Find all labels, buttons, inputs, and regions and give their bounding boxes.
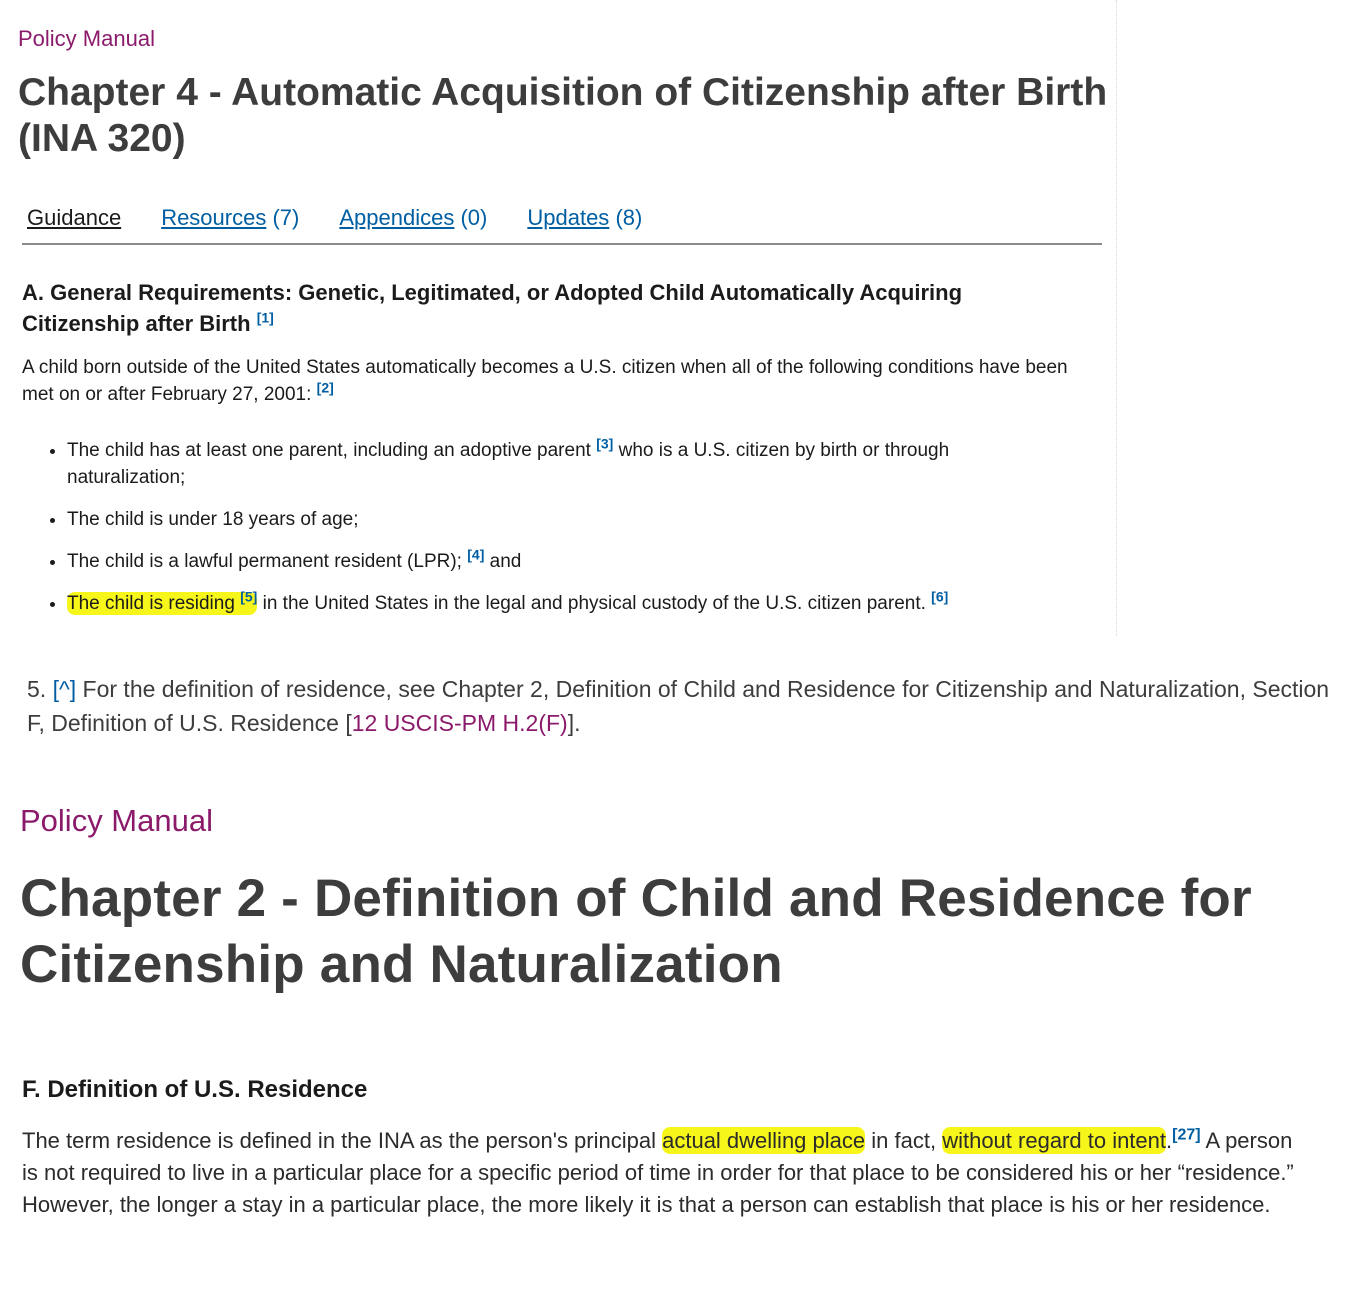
chapter-2-title: Chapter 2 - Definition of Child and Residence for Citizenship and Naturalization <box>20 869 1252 994</box>
section-f-heading: F. Definition of U.S. Residence <box>22 1076 368 1103</box>
footnote-link-1[interactable]: [1] <box>256 309 274 326</box>
requirements-list <box>22 437 1067 632</box>
footnote-link-2[interactable]: [2] <box>316 379 334 396</box>
tab-resources-count: (7) <box>272 205 300 230</box>
tab-appendices-count: (0) <box>460 205 488 230</box>
footnote-link-3[interactable]: [3] <box>596 435 614 452</box>
residence-definition <box>22 1125 1312 1221</box>
bullet-3-text-a: The child is a lawful permanent resident (LPR); <box>67 551 462 572</box>
residence-text-1: The term residence is defined in the INA as the person's principal <box>22 1128 656 1153</box>
section-a-intro-text: A child born outside of the United States automatically becomes a U.S. citizen when all of the following conditions have been met on or after February 27, 2001: <box>22 357 1068 405</box>
section-a-intro <box>22 354 1092 408</box>
footnote-text: For the definition of residence, see Chapter 2, Definition of Child and Residence for Citizenship and Naturalization, Section F, Definition of U.S. Residence [ <box>27 676 1330 736</box>
policy-manual-label-2[interactable]: Policy Manual <box>20 803 213 838</box>
citation-link[interactable]: 12 USCIS-PM H.2(F) <box>351 710 568 736</box>
footnote-number: 5. <box>27 676 47 702</box>
list-item <box>67 548 1067 575</box>
tab-updates-count: (8) <box>615 205 643 230</box>
footnote-back-link[interactable]: [^] <box>52 676 77 702</box>
list-item <box>67 590 1067 617</box>
chapter-tabs <box>22 205 1102 245</box>
tab-resources[interactable] <box>156 205 299 243</box>
tab-resources-label: Resources <box>161 205 267 230</box>
residence-text-2: in fact, <box>871 1128 937 1153</box>
footnote-link-27[interactable]: [27] <box>1172 1126 1201 1144</box>
residence-text-3: A person is not required to live in a particular place for a specific period of time in order for that place to be considered his or her “residence.” However, the longer a stay in a particular place, the more likely it is that a person can establish that place is his or her residence. <box>22 1128 1294 1217</box>
bullet-4-text: in the United States in the legal and physical custody of the U.S. citizen parent. <box>262 593 926 614</box>
tab-updates-label: Updates <box>527 205 610 230</box>
bullet-2-text: The child is under 18 years of age; <box>67 509 359 530</box>
footnote-end: ]. <box>567 710 581 736</box>
footnote-link-4[interactable]: [4] <box>467 546 485 563</box>
tab-guidance[interactable] <box>22 205 121 243</box>
list-item <box>67 437 1067 491</box>
footnote-5 <box>27 672 1337 740</box>
residence-period: . <box>1166 1128 1173 1153</box>
footnote-link-5[interactable]: [5] <box>240 588 258 605</box>
tab-guidance-label: Guidance <box>27 205 122 230</box>
section-a-heading-text: A. General Requirements: Genetic, Legitimated, or Adopted Child Automatically Acquiring Citizenship after Birth <box>22 280 963 336</box>
policy-manual-label[interactable]: Policy Manual <box>18 26 155 51</box>
tab-updates[interactable] <box>522 205 642 243</box>
chapter-4-title: Chapter 4 - Automatic Acquisition of Citizenship after Birth (INA 320) <box>18 71 1108 160</box>
tab-appendices-label: Appendices <box>339 205 455 230</box>
highlight-without-regard-to-intent: without regard to intent <box>942 1128 1167 1153</box>
tab-appendices[interactable] <box>334 205 487 243</box>
highlighted-residing-text <box>67 588 258 615</box>
bullet-1-text-a: The child has at least one parent, including an adoptive parent <box>67 440 591 461</box>
highlight-actual-dwelling-place: actual dwelling place <box>662 1128 866 1153</box>
bullet-4-highlight: The child is residing <box>67 593 235 614</box>
bullet-3-text-b: and <box>489 551 522 572</box>
section-a-heading <box>22 277 1022 339</box>
footnote-link-6[interactable]: [6] <box>931 588 949 605</box>
content-panel-border <box>1116 0 1117 636</box>
bullet-1-text-b: who is a U.S. citizen by birth or through naturalization; <box>67 440 950 488</box>
list-item <box>67 506 1067 533</box>
